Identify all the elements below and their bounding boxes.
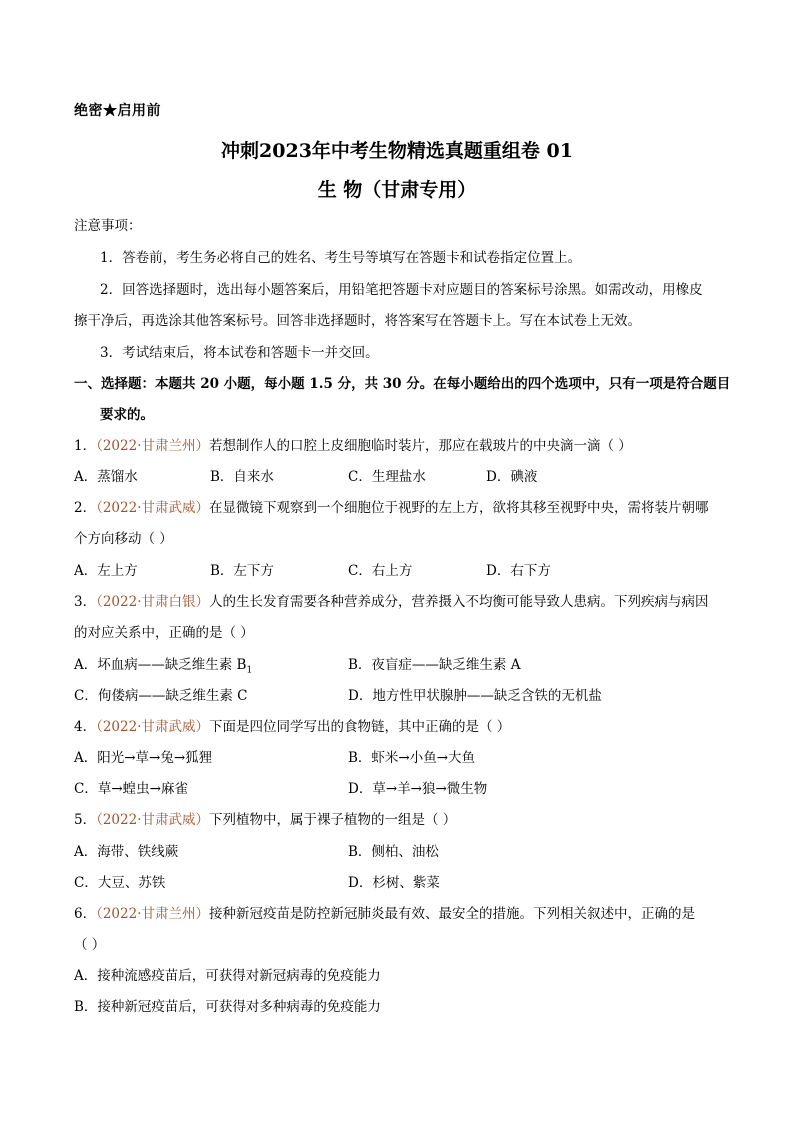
q5-option-b: B．侧柏、油松 — [348, 844, 439, 860]
q6-option-b: B．接种新冠疫苗后，可获得对多种病毒的免疫能力 — [74, 999, 381, 1015]
q5-option-a: A．海带、铁线蕨 — [74, 844, 179, 860]
q4-option-b: B．虾米→小鱼→大鱼 — [348, 750, 476, 766]
q2-option-d: D．右下方 — [486, 563, 551, 579]
q1-option-a: A．蒸馏水 — [74, 469, 138, 485]
subscript: 1 — [246, 665, 253, 676]
notice-item-2-cont: 擦干净后，再选涂其他答案标号。回答非选择题时，将答案写在答题卡上。写在本试卷上无效。 — [74, 313, 641, 329]
question-stem: 在显微镜下观察到一个细胞位于视野的左上方，欲将其移至视野中央，需将装片朝哪 — [209, 500, 709, 516]
confidential-mark: 绝密★启用前 — [74, 103, 161, 119]
q2-option-c: C．右上方 — [348, 563, 413, 579]
q1-option-d: D．碘液 — [486, 469, 538, 485]
question-stem: 人的生长发育需要各种营养成分，营养摄入不均衡可能导致人患病。下列疾病与病因 — [209, 594, 709, 610]
notice-item-2: 2．回答选择题时，选出每小题答案后，用铅笔把答题卡对应题目的答案标号涂黑。如需改动，用橡皮 — [100, 282, 703, 298]
q2-stem-cont: 个方向移动（ ） — [74, 531, 173, 547]
question-number: 5． — [74, 812, 97, 828]
question-source: （2022·甘肃武威） — [96, 812, 209, 828]
question-number: 2． — [74, 500, 97, 516]
notice-heading: 注意事项： — [74, 218, 142, 234]
q3-option-b: B．夜盲症——缺乏维生素 A — [348, 657, 521, 673]
question-number: 3． — [74, 594, 97, 610]
exam-title: 冲刺2023年中考生物精选真题重组卷 01 — [221, 140, 573, 162]
q3-option-d: D．地方性甲状腺肿——缺乏含铁的无机盐 — [348, 688, 602, 704]
q3-stem-cont: 的对应关系中，正确的是（ ） — [74, 625, 254, 641]
q5-option-c: C．大豆、苏铁 — [74, 875, 166, 891]
exam-subtitle: 生 物（甘肃专用） — [317, 179, 477, 201]
question-source: （2022·甘肃武威） — [96, 719, 209, 735]
question-4 — [74, 717, 510, 737]
question-1 — [74, 436, 632, 456]
q6-stem-cont: （ ） — [74, 937, 106, 953]
question-6 — [74, 904, 695, 924]
option-text: A．坏血病——缺乏维生素 B — [74, 657, 247, 673]
question-source: （2022·甘肃兰州） — [96, 906, 209, 922]
question-5 — [74, 810, 456, 830]
section-heading: 一、选择题：本题共 20 小题，每小题 1.5 分，共 30 分。在每小题给出的四个选项中，只有一项是符合题目 — [74, 376, 731, 392]
question-2 — [74, 498, 709, 518]
q3-option-c: C．佝偻病——缺乏维生素 C — [74, 688, 248, 704]
question-source: （2022·甘肃白银） — [96, 594, 209, 610]
q3-option-a — [74, 655, 252, 681]
question-stem: 若想制作人的口腔上皮细胞临时装片，那应在载玻片的中央滴一滴（ ） — [209, 438, 632, 454]
q4-option-a: A．阳光→草→兔→狐狸 — [74, 750, 213, 766]
question-source: （2022·甘肃兰州） — [96, 438, 209, 454]
question-number: 1． — [74, 438, 97, 454]
q2-option-a: A．左上方 — [74, 563, 138, 579]
q6-option-a: A．接种流感疫苗后，可获得对新冠病毒的免疫能力 — [74, 968, 381, 984]
question-number: 6． — [74, 906, 97, 922]
q2-option-b: B．左下方 — [210, 563, 274, 579]
question-number: 4． — [74, 719, 97, 735]
question-stem: 下列植物中，属于裸子植物的一组是（ ） — [209, 812, 457, 828]
question-source: （2022·甘肃武威） — [96, 500, 209, 516]
notice-item-1: 1．答卷前，考生务必将自己的姓名、考生号等填写在答题卡和试卷指定位置上。 — [100, 250, 582, 266]
q4-option-c: C．草→蝗虫→麻雀 — [74, 781, 188, 797]
q4-option-d: D．草→羊→狼→微生物 — [348, 781, 488, 797]
question-3 — [74, 592, 709, 612]
question-stem: 接种新冠疫苗是防控新冠肺炎最有效、最安全的措施。下列相关叙述中，正确的是 — [209, 906, 695, 922]
notice-item-3: 3．考试结束后，将本试卷和答题卡一并交回。 — [100, 345, 379, 361]
q5-option-d: D．杉树、紫菜 — [348, 875, 440, 891]
q1-option-b: B．自来水 — [210, 469, 274, 485]
question-stem: 下面是四位同学写出的食物链，其中正确的是（ ） — [209, 719, 511, 735]
section-heading-cont: 要求的。 — [100, 407, 154, 423]
q1-option-c: C．生理盐水 — [348, 469, 426, 485]
